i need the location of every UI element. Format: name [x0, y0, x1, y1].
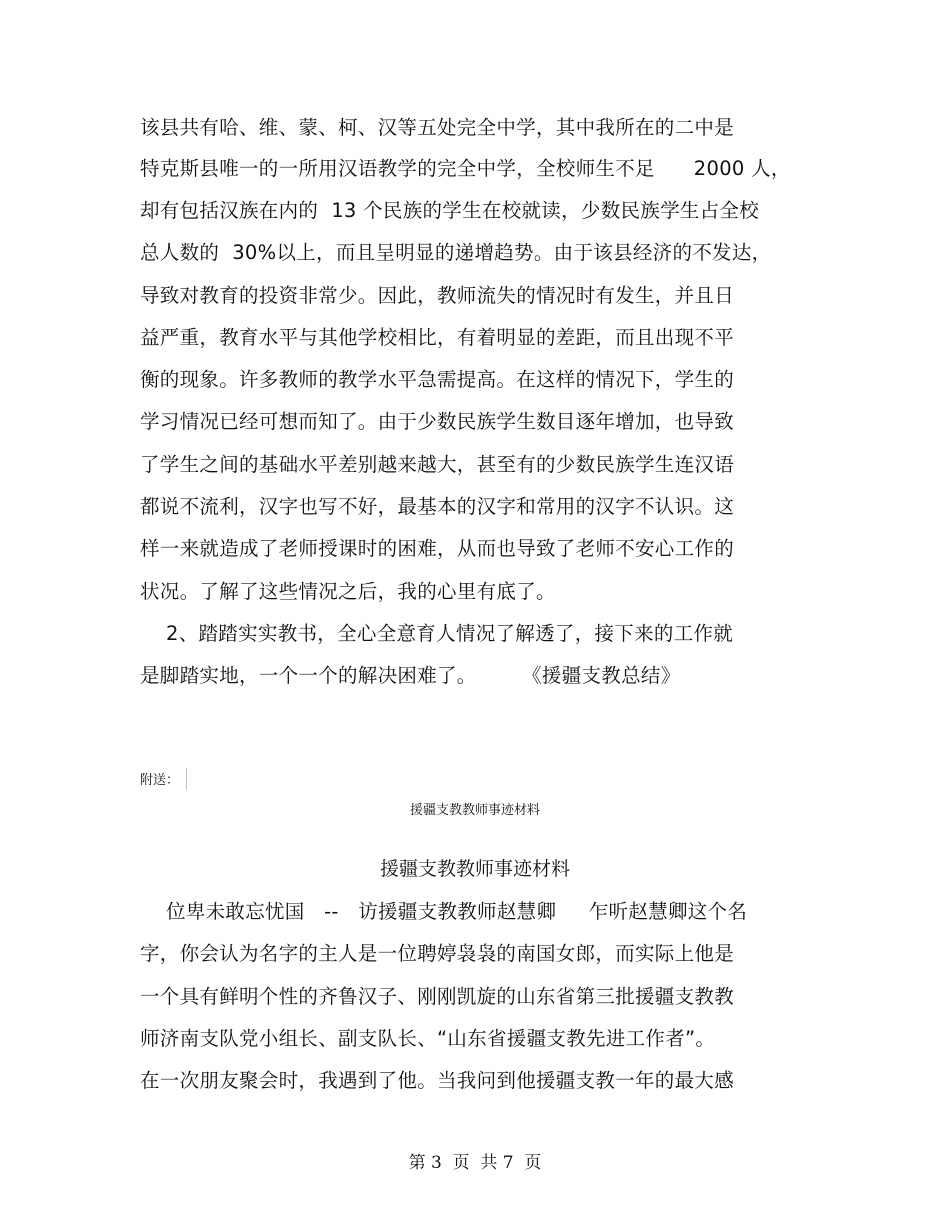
text-line: 却有包括汉族在内的 13 个民族的学生在校就读，少数民族学生占全校	[140, 199, 760, 222]
text-line: 位卑未敢忘忧国 -- 访援疆支教教师赵慧卿 乍听赵慧卿这个名	[140, 900, 748, 923]
text-line: 样一来就造成了老师授课时的困难，从而也导致了老师不安心工作的	[140, 537, 735, 560]
text-line: 字，你会认为名字的主人是一位聘婷袅袅的南国女郎，而实际上他是	[140, 942, 735, 965]
text-line: 总人数的 30%以上，而且呈明显的递增趋势。由于该县经济的不发达，	[140, 241, 772, 264]
text-line: 是脚踏实地，一个一个的解决困难了。 《援疆支教总结》	[140, 664, 681, 687]
text-line: 衡的现象。许多教师的教学水平急需提高。在这样的情况下，学生的	[140, 368, 735, 391]
text-line: 状况。了解了这些情况之后，我的心里有底了。	[140, 580, 556, 603]
appendix-header: 援疆支教教师事迹材料	[409, 803, 540, 818]
page-number-footer: 第 3 页 共 7 页	[408, 1153, 542, 1173]
text-line: 益严重，教育水平与其他学校相比，有着明显的差距，而且出现不平	[140, 326, 735, 349]
text-line: 了学生之间的基础水平差别越来越大，甚至有的少数民族学生连汉语	[140, 453, 735, 476]
text-line: 在一次朋友聚会时，我遇到了他。当我问到他援疆支教一年的最大感	[140, 1069, 735, 1092]
text-line: 一个具有鲜明个性的齐鲁汉子、刚刚凯旋的山东省第三批援疆支教教	[140, 985, 735, 1008]
appendix-label: 附送：	[140, 773, 180, 788]
divider	[186, 768, 187, 790]
appendix-title: 援疆支教教师事迹材料	[379, 858, 570, 880]
text-line: 导致对教育的投资非常少。因此，教师流失的情况时有发生，并且日	[140, 284, 735, 307]
text-line: 学习情况已经可想而知了。由于少数民族学生数目逐年增加，也导致	[140, 410, 735, 433]
text-line: 该县共有哈、维、蒙、柯、汉等五处完全中学，其中我所在的二中是	[140, 116, 735, 139]
text-line: 2、踏踏实实教书，全心全意育人情况了解透了，接下来的工作就	[140, 622, 734, 645]
text-line: 特克斯县唯一的一所用汉语教学的完全中学，全校师生不足 2000 人，	[140, 157, 791, 180]
text-line: 师济南支队党小组长、副支队长、“山东省援疆支教先进工作者”。	[140, 1027, 716, 1050]
text-line: 都说不流利，汉字也写不好，最基本的汉字和常用的汉字不认识。这	[140, 495, 735, 518]
